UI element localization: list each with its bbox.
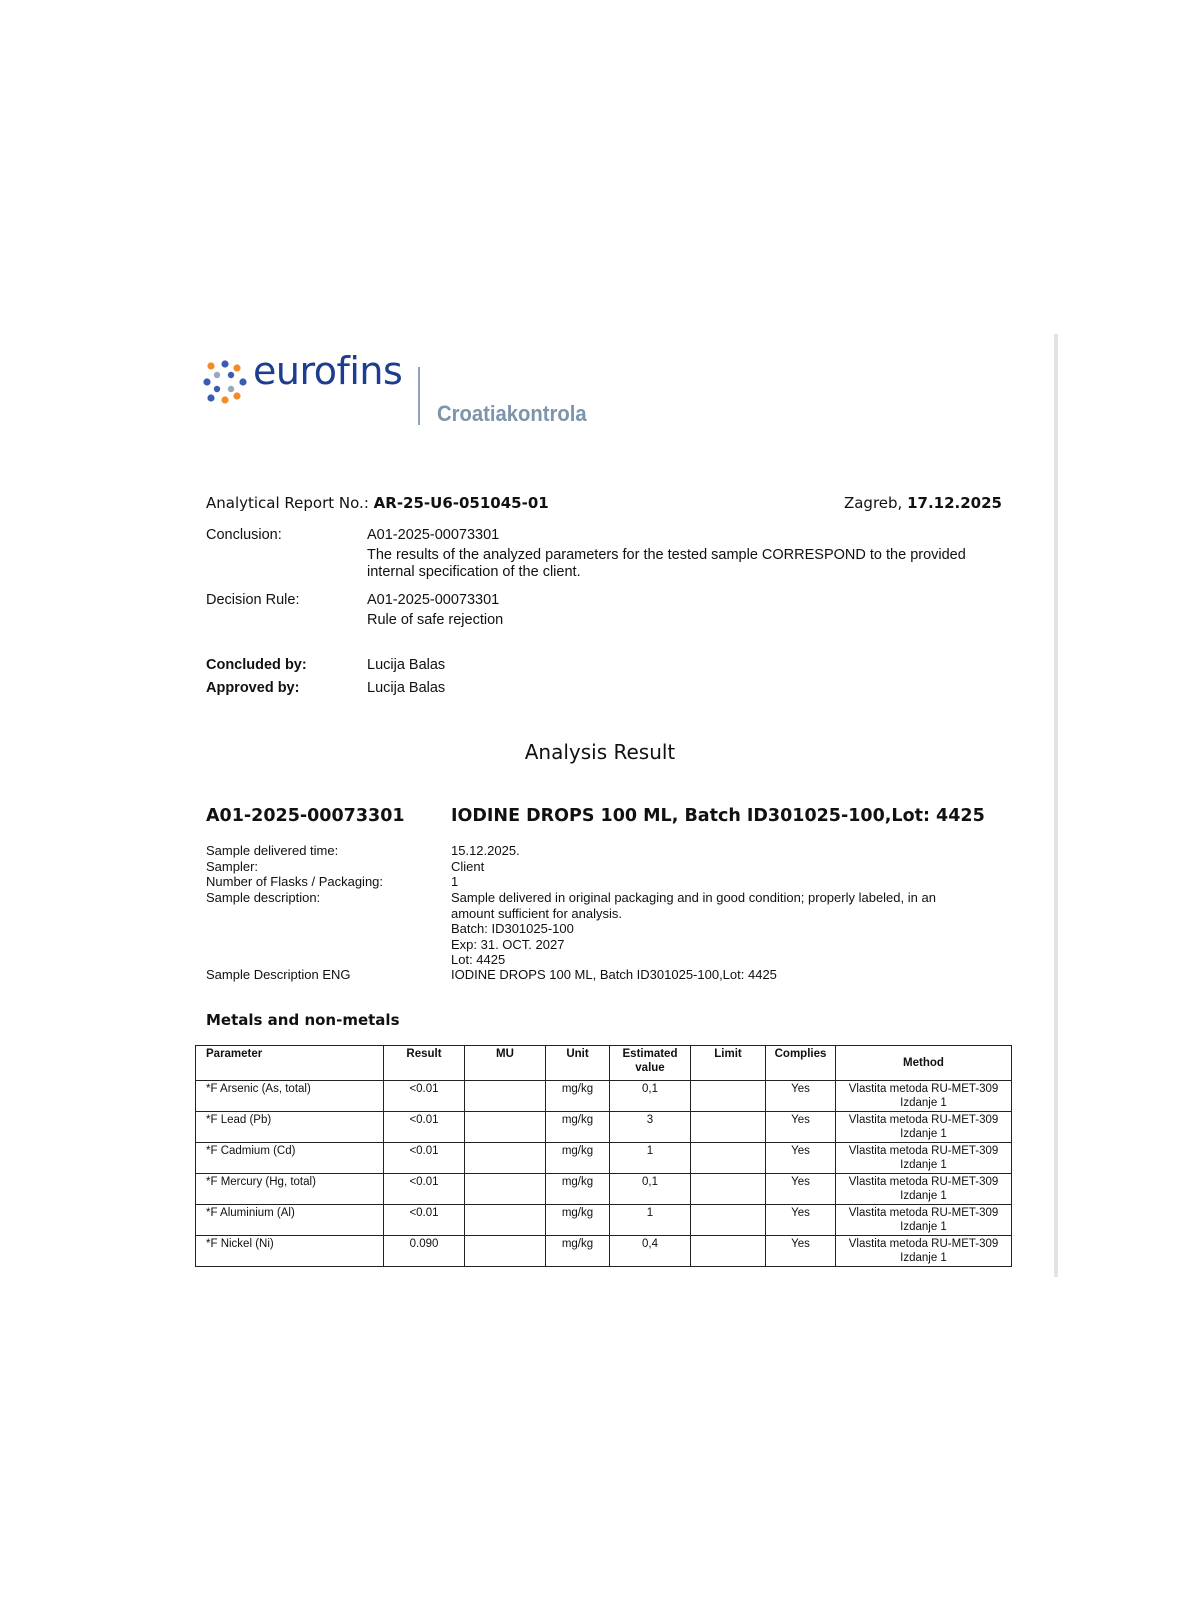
approved-by-name: Lucija Balas [367,680,446,696]
decision-rule-label: Decision Rule: [206,592,300,608]
table-header-row [196,1046,1012,1081]
concluded-by-label: Concluded by: [206,657,307,673]
flasks-value: 1 [451,874,459,889]
report-date: 17.12.2025 [907,494,1002,512]
conclusion-text: The results of the analyzed parameters for the tested sample CORRESPOND to the provided internal specification of the client. [367,547,966,580]
results-table [195,1045,1012,1267]
method-line: Izdanje 1 [900,1189,947,1202]
cell-mu [465,1205,546,1236]
cell-estimated: 3 [610,1112,691,1143]
method-line: Izdanje 1 [900,1127,947,1140]
page-edge-rule [1054,334,1058,1277]
method-line: Vlastita metoda RU-MET-309 [848,1207,999,1219]
cell-result: <0.01 [384,1112,465,1143]
cell-mu [465,1143,546,1174]
decision-rule-code: A01-2025-00073301 [367,592,500,608]
description-eng-value: IODINE DROPS 100 ML, Batch ID301025-100,Lot: 4425 [451,967,777,982]
method-line: Vlastita metoda RU-MET-309 [848,1145,999,1157]
cell-mu [465,1112,546,1143]
cell-estimated: 1 [610,1205,691,1236]
method-line: Izdanje 1 [900,1096,947,1109]
cell-estimated: 0,1 [610,1081,691,1112]
table-row [196,1143,1012,1174]
cell-estimated: 1 [610,1143,691,1174]
method-line: Izdanje 1 [900,1158,947,1171]
analysis-title: Analysis Result [524,740,676,764]
cell-method [836,1205,1012,1236]
cell-result: 0.090 [384,1236,465,1267]
cell-method [836,1236,1012,1267]
flasks-label: Number of Flasks / Packaging: [206,874,384,889]
logo-divider [418,367,420,425]
method-line: Vlastita metoda RU-MET-309 [848,1238,999,1250]
description-eng-label: Sample Description ENG [206,967,351,982]
description-label: Sample description: [206,890,321,905]
cell-result: <0.01 [384,1174,465,1205]
col-unit-header: Unit [546,1046,610,1081]
col-estimated-header [610,1046,691,1081]
conclusion-label: Conclusion: [206,527,282,543]
cell-limit [691,1205,766,1236]
estimated-header-line: Estimated [622,1048,678,1060]
report-date-line [844,494,1002,512]
logo-division-text: Croatiakontrola [437,401,587,426]
description-line: Batch: ID301025-100 [451,921,574,936]
cell-method [836,1174,1012,1205]
cell-unit: mg/kg [546,1081,610,1112]
eurofins-logo [203,349,623,445]
cell-unit: mg/kg [546,1143,610,1174]
col-method-header: Method [836,1046,1012,1081]
delivered-label: Sample delivered time: [206,843,339,858]
cell-parameter: *F Cadmium (Cd) [196,1143,384,1174]
decision-rule-text: Rule of safe rejection [367,612,504,628]
cell-parameter: *F Arsenic (As, total) [196,1081,384,1112]
cell-unit: mg/kg [546,1174,610,1205]
cell-limit [691,1081,766,1112]
cell-complies: Yes [766,1205,836,1236]
description-line: amount sufficient for analysis. [451,905,623,921]
approved-by-label: Approved by: [206,680,300,696]
col-limit-header: Limit [691,1046,766,1081]
cell-unit: mg/kg [546,1236,610,1267]
cell-unit: mg/kg [546,1112,610,1143]
cell-limit [691,1112,766,1143]
table-row [196,1081,1012,1112]
method-line: Vlastita metoda RU-MET-309 [848,1114,999,1126]
cell-complies: Yes [766,1174,836,1205]
cell-complies: Yes [766,1112,836,1143]
description-line: Exp: 31. OCT. 2027 [451,936,565,952]
sample-code: A01-2025-00073301 [206,806,405,826]
logo-brand-text: eurofins [253,349,403,393]
cell-method [836,1081,1012,1112]
cell-parameter: *F Aluminium (Al) [196,1205,384,1236]
cell-estimated: 0,1 [610,1174,691,1205]
report-number-line [206,494,549,512]
description-line: Lot: 4425 [451,952,506,967]
cell-parameter: *F Lead (Pb) [196,1112,384,1143]
sampler-label: Sampler: [206,859,259,874]
col-result-header: Result [384,1046,465,1081]
delivered-value: 15.12.2025. [451,843,520,858]
concluded-by-name: Lucija Balas [367,657,446,673]
eurofins-dots-icon [203,360,247,404]
section-title: Metals and non-metals [206,1011,400,1029]
method-line: Vlastita metoda RU-MET-309 [848,1083,999,1095]
table-row [196,1205,1012,1236]
method-line: Vlastita metoda RU-MET-309 [848,1176,999,1188]
description-value [451,890,1011,968]
col-mu-header: MU [465,1046,546,1081]
cell-limit [691,1143,766,1174]
sample-name: IODINE DROPS 100 ML, Batch ID301025-100,Lot: 4425 [451,806,985,826]
cell-result: <0.01 [384,1081,465,1112]
cell-mu [465,1174,546,1205]
cell-complies: Yes [766,1081,836,1112]
cell-method [836,1112,1012,1143]
cell-estimated: 0,4 [610,1236,691,1267]
col-parameter-header: Parameter [196,1046,384,1081]
cell-result: <0.01 [384,1143,465,1174]
table-row [196,1236,1012,1267]
table-row [196,1174,1012,1205]
cell-limit [691,1236,766,1267]
estimated-header-line: value [635,1061,665,1074]
cell-parameter: *F Mercury (Hg, total) [196,1174,384,1205]
cell-unit: mg/kg [546,1205,610,1236]
col-complies-header: Complies [766,1046,836,1081]
report-number-label: Analytical Report No.: [206,494,369,512]
cell-mu [465,1081,546,1112]
description-line: Sample delivered in original packaging and in good condition; properly labeled, in an [451,890,936,905]
table-row [196,1112,1012,1143]
cell-parameter: *F Nickel (Ni) [196,1236,384,1267]
cell-mu [465,1236,546,1267]
cell-complies: Yes [766,1236,836,1267]
report-number: AR-25-U6-051045-01 [373,494,549,512]
conclusion-code: A01-2025-00073301 [367,527,500,543]
cell-limit [691,1174,766,1205]
cell-result: <0.01 [384,1205,465,1236]
cell-method [836,1143,1012,1174]
method-line: Izdanje 1 [900,1220,947,1233]
sampler-value: Client [451,859,485,874]
report-place: Zagreb, [843,494,903,512]
method-line: Izdanje 1 [900,1251,947,1264]
cell-complies: Yes [766,1143,836,1174]
